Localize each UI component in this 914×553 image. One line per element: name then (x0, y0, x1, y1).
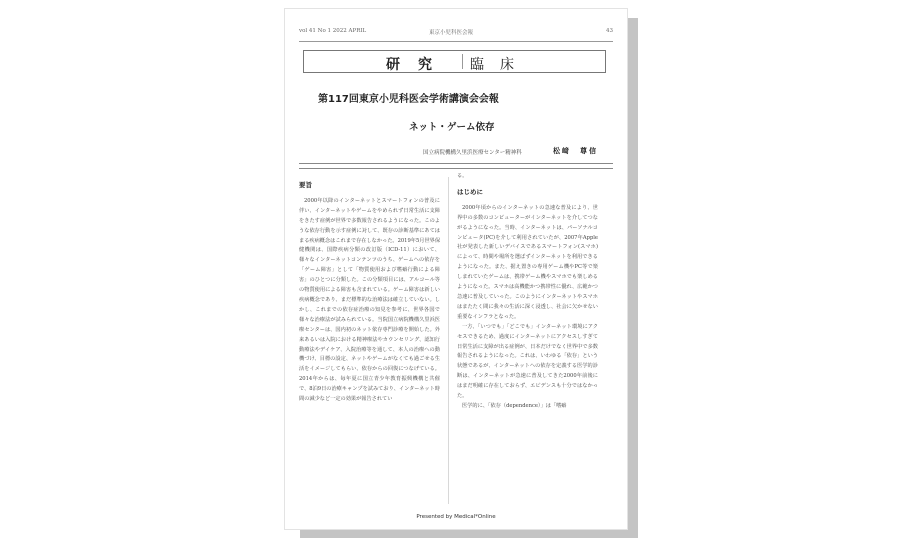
column-divider (448, 177, 449, 504)
intro-paragraph-2: 一方、「いつでも」「どこでも」インターネット環境にアクセスできるため、過度にインターネットにアクセスしすぎて日常生活に支障が出る症例が、日本だけでなく世界中で多数報告されるようになった。これは、いわゆる「依存」という状態であるが、インターネットへの依存を定義する医学的診断は、インターネットが急速に普及してきた2000年前後にはまだ明確に存在しておらず、エビデンスも十分ではなかった。 (457, 323, 598, 400)
section-divider (462, 54, 463, 69)
abstract-body: 2000年以降のインターネットとスマートフォンの普及に伴い、インターネットやゲームをやめられず日常生活に支障をきたす症例が世界で多数報告されるようになった。このような依存行動を示す症例に対して、既存の診断基準にあてはまる疾病概念はこれまで存在しなかった。2019年5月世界保健機関は、国際疾病分類の改訂版（ICD-11）において、様々なインターネットコンテンツのうち、ゲームへの依存を「ゲーム障害」として「物質使用および嗜癖行動による障害」のひとつに分類した。この分類項目には、アルコール等の物質使用による障害も含まれている。ゲーム障害は新しい疾病概念であり、まだ標準的な治療法は確立していない。しかし、これまでの依存症治療の知見を参考に、世界各国で様々な治療法が試みられている。当院国立病院機構久里浜医療センターは、国内初のネット依存専門診療を開始した。外来あるいは入院における精神療法やカウンセリング、認知行動療法やデイケア、入院治療等を通して、本人の治療への動機づけ、目標の設定、ネットやゲームがなくても過ごせる生活をイメージしてもらい、依存からの回復につなげている。2014年からは、毎年夏に国立青少年教育振興機構と共催で、8泊9日の治療キャンプを試みており、インターネット時間の減少など一定の効果が報告されてい (299, 197, 441, 403)
right-column (457, 172, 598, 412)
header-rule (299, 41, 613, 42)
section-banner (303, 50, 606, 73)
intro-heading: はじめに (457, 187, 483, 196)
abstract-heading: 要旨 (299, 181, 312, 189)
footer-credit: Presented by Medical*Online (416, 514, 496, 520)
volume-info: vol 41 No 1 2022 APRIL (299, 28, 367, 34)
left-column (299, 177, 440, 405)
intro-paragraph-3: 医学的に、「依存（dependence）」は「嗜癖 (462, 402, 567, 409)
section-label-clinical: 臨床 (470, 57, 530, 73)
abstract-continuation: る。 (457, 173, 468, 179)
title-rule (299, 163, 613, 169)
section-label-research: 研究 (386, 57, 450, 73)
journal-page (284, 8, 628, 530)
intro-paragraph-1: 2000年頃からのインターネットの急速な普及により、世界中の多数のコンピューターがインターネットを介してつながるようになった。当時、インターネットは、パーソナルコンピュータ(PC)を介して利用されていたが、2007年Apple社が発表した新しいデバイスであるスマートフォン(スマホ)によって、時間や場所を選ばずインターネットを利用できるようになった。また、据え置きの専用ゲーム機やPC等で楽しまれていたゲームは、携帯ゲーム機やスマホでも楽しめるようになった。スマホは高機能かつ携帯性に優れ、広範かつ急速に普及していった。このようにインターネットやスマホはまたたく間に我々の生活に深く浸透し、社会に欠かせない重要なインフラとなった。 (457, 204, 598, 320)
author-affiliation: 国立病院機構久里浜医療センター精神科 (423, 150, 522, 156)
article-subtitle: ネット・ゲーム依存 (409, 122, 495, 133)
author-name: 松﨑 尊信 (553, 147, 598, 155)
page-number: 43 (606, 28, 613, 34)
journal-name: 東京小児科医会報 (429, 30, 474, 36)
article-title: 第117回東京小児科医会学術講演会会報 (318, 94, 499, 105)
running-head (299, 28, 613, 38)
